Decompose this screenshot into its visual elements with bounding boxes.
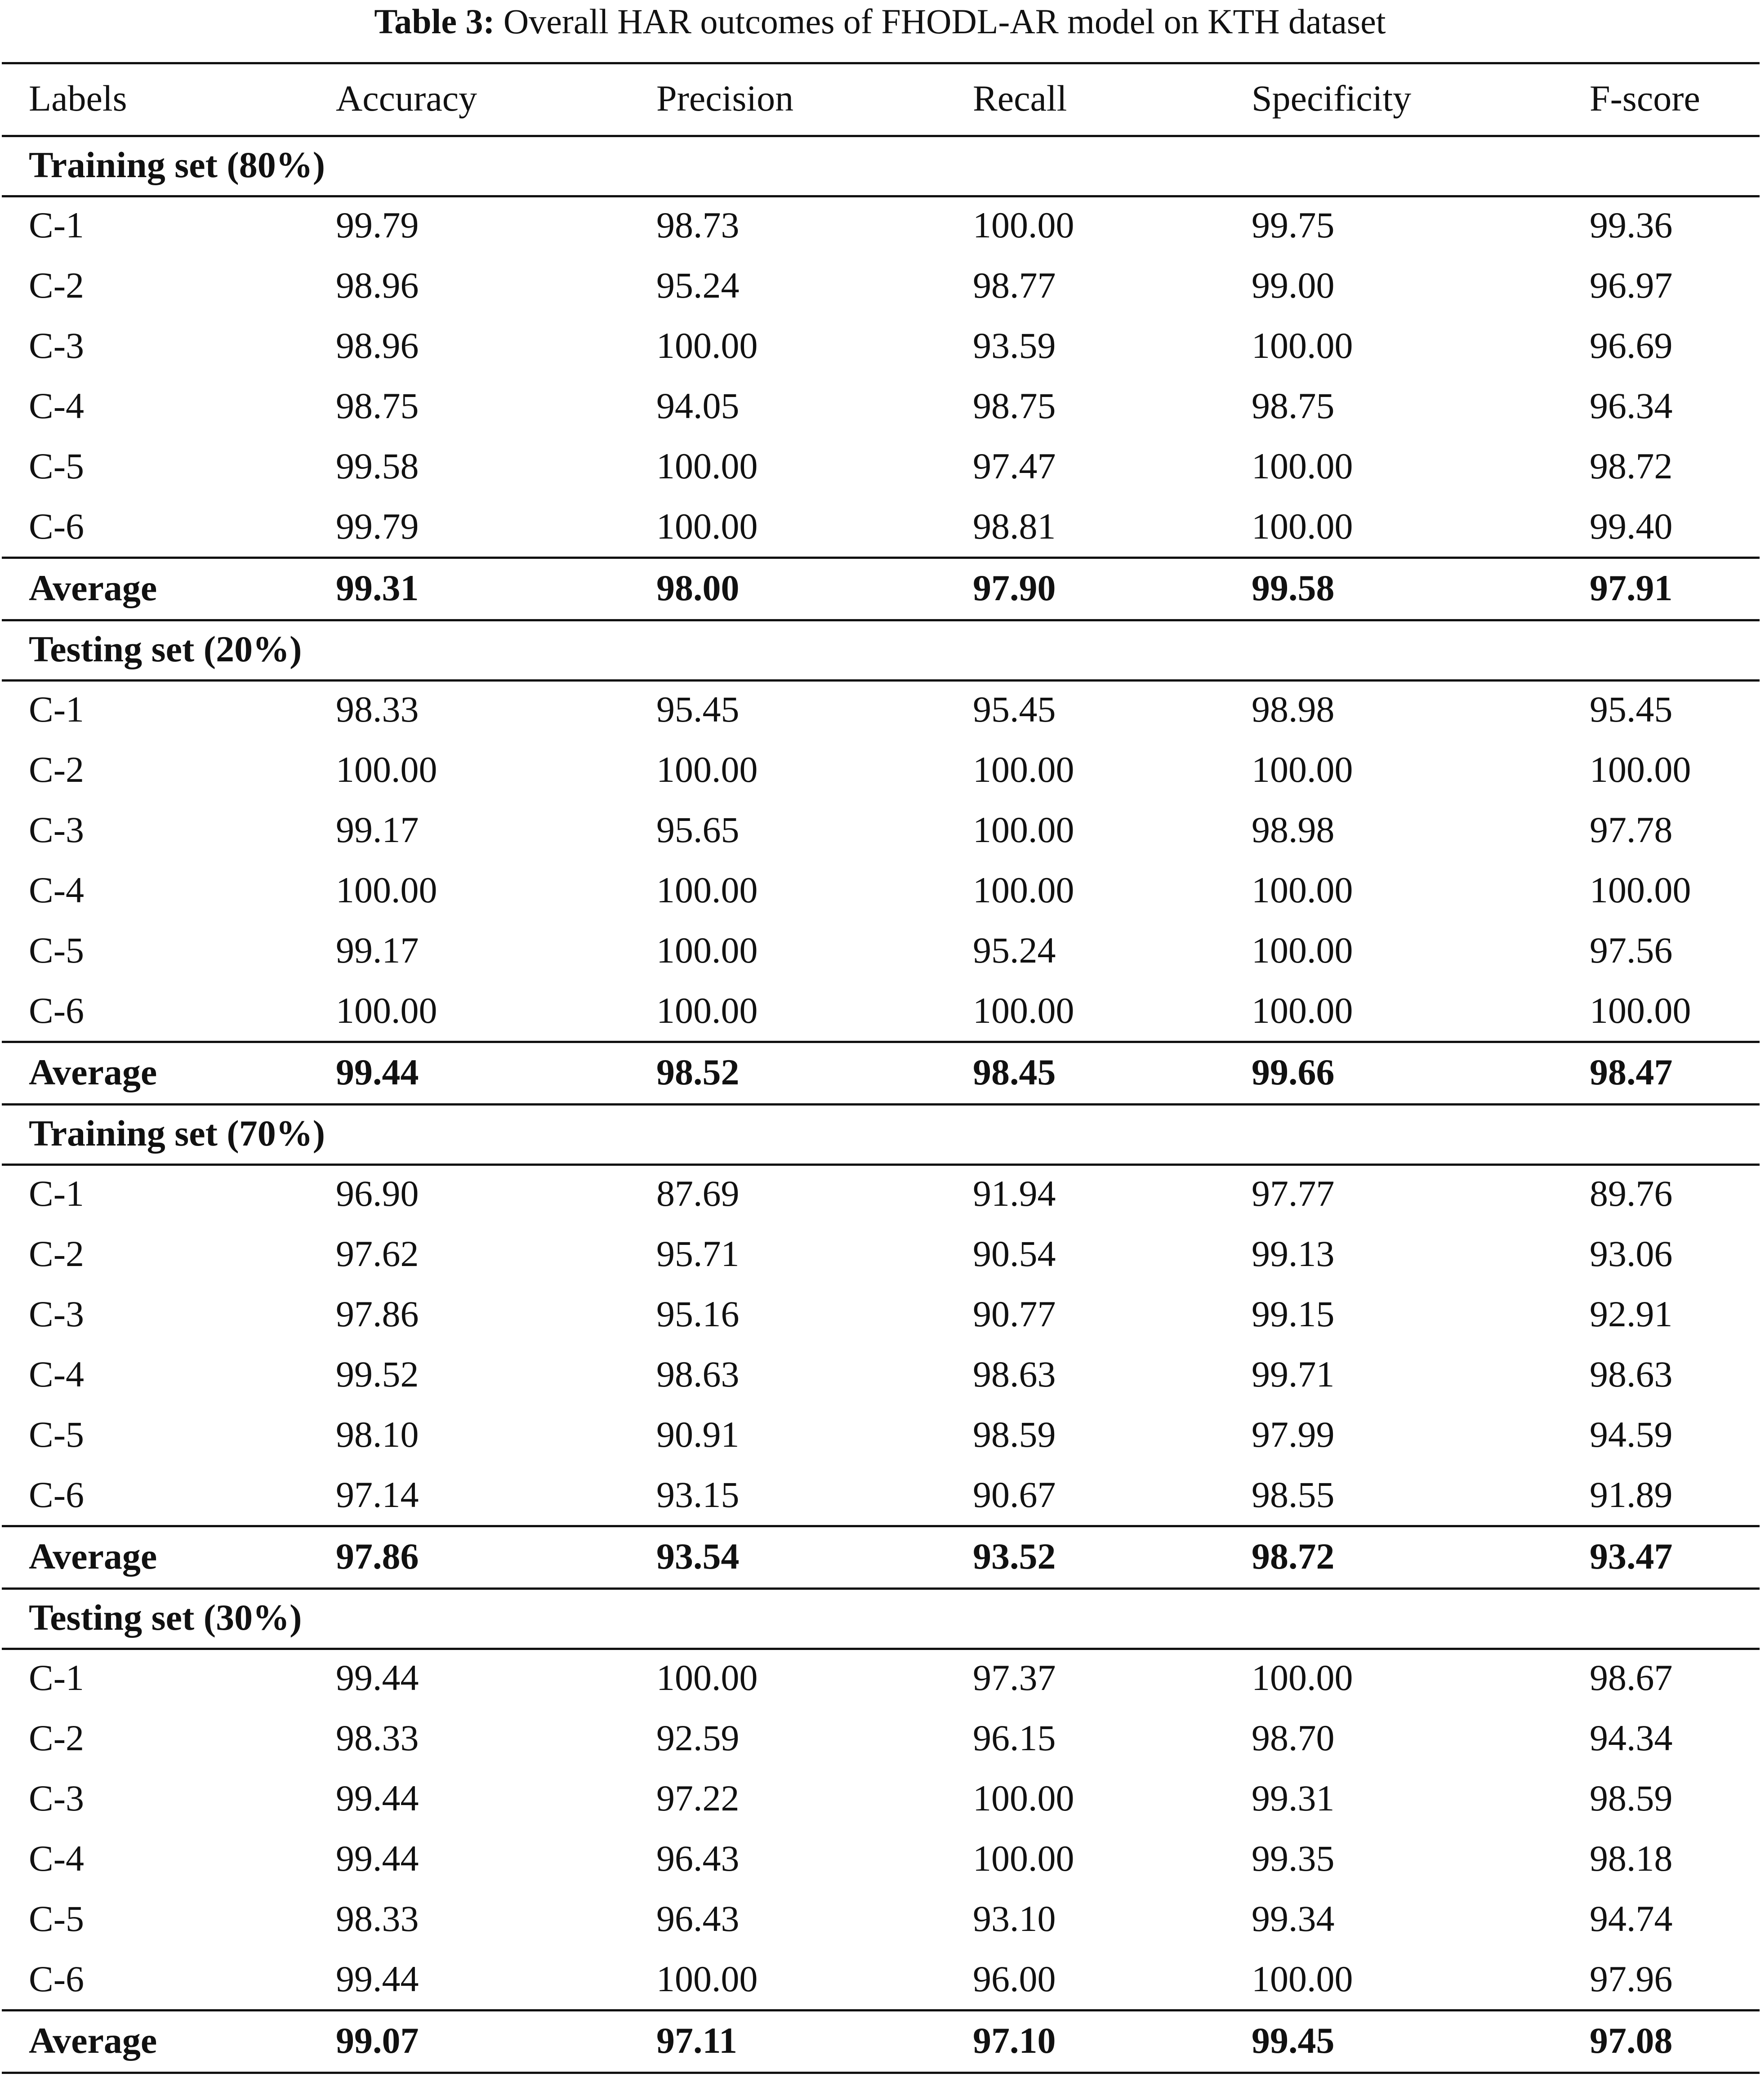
table-row-cell: C-4 <box>29 1838 84 1879</box>
average-row-cell: 98.72 <box>1252 1535 1335 1577</box>
table-row-cell: 96.43 <box>656 1838 740 1879</box>
average-row-cell: 99.58 <box>1252 567 1335 608</box>
table-row-cell: 93.06 <box>1590 1233 1673 1274</box>
average-row-cell: 98.45 <box>973 1051 1056 1092</box>
table-row-cell: 100.00 <box>1590 990 1691 1031</box>
table-row-cell: 99.44 <box>336 1958 419 1999</box>
table-row-cell: 100.00 <box>656 325 758 366</box>
table-row <box>1 316 1759 376</box>
section-title-row <box>1 1103 1759 1164</box>
section-title-row <box>1 135 1759 195</box>
table-row-cell: C-3 <box>29 809 84 850</box>
table-row-cell: 100.00 <box>336 869 437 910</box>
table-row-cell: 99.35 <box>1252 1838 1335 1879</box>
table-row-cell: C-6 <box>29 990 84 1031</box>
table-row-cell: 100.00 <box>656 749 758 790</box>
table-row-cell: 100.00 <box>656 446 758 486</box>
table-row-cell: 97.99 <box>1252 1414 1335 1455</box>
table-caption <box>0 0 1760 54</box>
table-row <box>1 1828 1759 1889</box>
table-row-cell: 94.34 <box>1590 1717 1673 1758</box>
section-title-row-cell: Training set (80%) <box>29 144 325 185</box>
average-row-cell: Average <box>29 1051 157 1092</box>
table-row-cell: 100.00 <box>973 1838 1074 1879</box>
table-row-cell: 95.71 <box>656 1233 740 1274</box>
table-row-cell: 97.47 <box>973 446 1056 486</box>
average-row-cell: 99.07 <box>336 2020 419 2061</box>
table-row-cell: 100.00 <box>656 930 758 971</box>
table-row-cell: 98.33 <box>336 689 419 730</box>
section-title-row-cell: Training set (70%) <box>29 1113 325 1154</box>
table-row-cell: 98.75 <box>1252 385 1335 426</box>
table-row-cell: 97.37 <box>973 1657 1056 1698</box>
table-row-cell: 100.00 <box>1252 325 1353 366</box>
table-row-cell: 100.00 <box>1252 446 1353 486</box>
average-row-cell: 98.52 <box>656 1051 740 1092</box>
table-row-cell: 96.34 <box>1590 385 1673 426</box>
table-row-cell: 97.56 <box>1590 930 1673 971</box>
table-row-cell: 98.70 <box>1252 1717 1335 1758</box>
header-row-cell: Precision <box>656 78 794 119</box>
table-row <box>1 860 1759 920</box>
table-row <box>1 1465 1759 1525</box>
table-row <box>1 1404 1759 1465</box>
table-row-cell: 98.98 <box>1252 689 1335 730</box>
header-row-cell: Accuracy <box>336 78 477 119</box>
table-row-cell: 98.59 <box>973 1414 1056 1455</box>
table-row <box>1 1164 1759 1224</box>
table-row <box>1 255 1759 316</box>
table-row <box>1 1648 1759 1708</box>
table-row-cell: 94.74 <box>1590 1898 1673 1939</box>
table-row-cell: 94.59 <box>1590 1414 1673 1455</box>
table-row-cell: 87.69 <box>656 1173 740 1214</box>
average-row-cell: 97.10 <box>973 2020 1056 2061</box>
table-row-cell: 97.77 <box>1252 1173 1335 1214</box>
table-row-cell: 90.91 <box>656 1414 740 1455</box>
caption-text: Overall HAR outcomes of FHODL-AR model on KTH dataset <box>503 2 1386 41</box>
table-row-cell: 97.96 <box>1590 1958 1673 1999</box>
average-row <box>1 1525 1759 1587</box>
table-row-cell: 90.77 <box>973 1293 1056 1334</box>
table-row-cell: 99.15 <box>1252 1293 1335 1334</box>
average-row-cell: 99.31 <box>336 567 419 608</box>
table-row-cell: 100.00 <box>656 1958 758 1999</box>
table-row-cell: 98.63 <box>656 1354 740 1395</box>
results-table <box>1 62 1759 2072</box>
average-row-cell: 97.11 <box>656 2020 737 2061</box>
table-row-cell: 98.63 <box>973 1354 1056 1395</box>
table-row-cell: 93.15 <box>656 1474 740 1515</box>
average-row-cell: 98.47 <box>1590 1051 1673 1092</box>
average-row-cell: 99.44 <box>336 1051 419 1092</box>
table-row-cell: 95.45 <box>973 689 1056 730</box>
table-row-cell: 100.00 <box>656 1657 758 1698</box>
table-row-cell: 91.94 <box>973 1173 1056 1214</box>
table-row-cell: 95.45 <box>656 689 740 730</box>
table-row <box>1 740 1759 800</box>
table-row-cell: 98.73 <box>656 205 740 245</box>
table-row-cell: 98.77 <box>973 265 1056 306</box>
table-row-cell: 100.00 <box>1252 1657 1353 1698</box>
header-row-cell: Specificity <box>1252 78 1412 119</box>
table-row-cell: 98.55 <box>1252 1474 1335 1515</box>
table-row-cell: 97.14 <box>336 1474 419 1515</box>
table-row <box>1 1889 1759 1949</box>
table-row-cell: 95.24 <box>656 265 740 306</box>
average-row-cell: 93.47 <box>1590 1535 1673 1577</box>
table-row-cell: 98.72 <box>1590 446 1673 486</box>
average-row <box>1 2009 1759 2072</box>
table-row-cell: C-4 <box>29 1354 84 1395</box>
table-row-cell: C-5 <box>29 1414 84 1455</box>
table-row-cell: 99.44 <box>336 1838 419 1879</box>
table-row-cell: 98.10 <box>336 1414 419 1455</box>
table-row-cell: 98.59 <box>1590 1778 1673 1819</box>
table-row-cell: C-2 <box>29 1717 84 1758</box>
table-row-cell: 98.75 <box>973 385 1056 426</box>
table-row-cell: C-2 <box>29 749 84 790</box>
section-title-row-cell: Testing set (30%) <box>29 1597 302 1638</box>
table-row <box>1 920 1759 981</box>
average-row-cell: 93.52 <box>973 1535 1056 1577</box>
table-row-cell: C-2 <box>29 1233 84 1274</box>
table-row-cell: 97.78 <box>1590 809 1673 850</box>
table-row-cell: 92.91 <box>1590 1293 1673 1334</box>
table-row-cell: 99.36 <box>1590 205 1673 245</box>
section-title-row-cell: Testing set (20%) <box>29 629 302 669</box>
table-row-cell: 99.17 <box>336 809 419 850</box>
table-row-cell: 98.33 <box>336 1898 419 1939</box>
average-row-cell: 93.54 <box>656 1535 740 1577</box>
table-row-cell: 100.00 <box>656 506 758 547</box>
table-row-cell: 100.00 <box>1252 930 1353 971</box>
table-row-cell: 98.63 <box>1590 1354 1673 1395</box>
table-row-cell: 90.54 <box>973 1233 1056 1274</box>
table-row-cell: C-6 <box>29 506 84 547</box>
table-row-cell: 100.00 <box>973 749 1074 790</box>
table-row-cell: 98.96 <box>336 265 419 306</box>
average-row-cell: 98.00 <box>656 567 740 608</box>
table-row-cell: C-5 <box>29 446 84 486</box>
table-row <box>1 496 1759 557</box>
table-row-cell: 100.00 <box>1252 749 1353 790</box>
table-row-cell: 99.40 <box>1590 506 1673 547</box>
table-row-cell: 92.59 <box>656 1717 740 1758</box>
table-row-cell: 100.00 <box>973 869 1074 910</box>
table-row-cell: 99.79 <box>336 506 419 547</box>
table-row <box>1 1224 1759 1284</box>
table-row-cell: 99.75 <box>1252 205 1335 245</box>
table-row-cell: 96.43 <box>656 1898 740 1939</box>
table-row <box>1 800 1759 860</box>
average-row-cell: 97.90 <box>973 567 1056 608</box>
average-bottom-rule <box>2 2072 1760 2074</box>
table-row <box>1 1284 1759 1344</box>
table-row-cell: C-3 <box>29 325 84 366</box>
table-row-cell: C-5 <box>29 1898 84 1939</box>
table-row-cell: 100.00 <box>973 809 1074 850</box>
table-row-cell: 91.89 <box>1590 1474 1673 1515</box>
average-row-cell: 99.45 <box>1252 2020 1335 2061</box>
section-title-row <box>1 1587 1759 1648</box>
table-row-cell: 99.58 <box>336 446 419 486</box>
table-row-cell: 99.00 <box>1252 265 1335 306</box>
average-row <box>1 557 1759 619</box>
table-row-cell: 99.44 <box>336 1657 419 1698</box>
table-row-cell: 99.17 <box>336 930 419 971</box>
table-row <box>1 981 1759 1041</box>
section-title-row <box>1 619 1759 679</box>
table-row-cell: 97.22 <box>656 1778 740 1819</box>
average-row-cell: 97.91 <box>1590 567 1673 608</box>
table-row-cell: C-4 <box>29 869 84 910</box>
header-row-cell: F-score <box>1590 78 1700 119</box>
table-row <box>1 1344 1759 1404</box>
table-row-cell: 100.00 <box>973 1778 1074 1819</box>
table-row-cell: 98.96 <box>336 325 419 366</box>
table-row-cell: 96.00 <box>973 1958 1056 1999</box>
table-row-cell: 93.59 <box>973 325 1056 366</box>
caption-label: Table 3: <box>374 2 495 41</box>
average-row-cell: 97.08 <box>1590 2020 1673 2061</box>
table-row-cell: 99.52 <box>336 1354 419 1395</box>
table-row-cell: 99.79 <box>336 205 419 245</box>
table-row-cell: 96.90 <box>336 1173 419 1214</box>
table-row-cell: 97.62 <box>336 1233 419 1274</box>
table-row-cell: 97.86 <box>336 1293 419 1334</box>
table-row-cell: 99.13 <box>1252 1233 1335 1274</box>
table-row-cell: 98.67 <box>1590 1657 1673 1698</box>
table-row-cell: 95.24 <box>973 930 1056 971</box>
table-row <box>1 1768 1759 1828</box>
table-row <box>1 436 1759 496</box>
table-row-cell: 100.00 <box>336 990 437 1031</box>
table-row-cell: 100.00 <box>1252 506 1353 547</box>
table-row-cell: 95.65 <box>656 809 740 850</box>
table-row-cell: 98.18 <box>1590 1838 1673 1879</box>
table-row-cell: 100.00 <box>656 990 758 1031</box>
average-row <box>1 1041 1759 1103</box>
table-row-cell: 89.76 <box>1590 1173 1673 1214</box>
table-row-cell: C-3 <box>29 1778 84 1819</box>
table-row-cell: C-2 <box>29 265 84 306</box>
average-row-cell: 99.66 <box>1252 1051 1335 1092</box>
table-row-cell: C-3 <box>29 1293 84 1334</box>
table-row-cell: C-6 <box>29 1474 84 1515</box>
table-row <box>1 1949 1759 2009</box>
table-row-cell: 96.69 <box>1590 325 1673 366</box>
table-row-cell: 98.81 <box>973 506 1056 547</box>
table-row-cell: C-1 <box>29 205 84 245</box>
average-row-cell: 97.86 <box>336 1535 419 1577</box>
table-row-cell: 100.00 <box>1252 990 1353 1031</box>
table-row-cell: 95.45 <box>1590 689 1673 730</box>
table-row-cell: C-1 <box>29 1173 84 1214</box>
average-row-cell: Average <box>29 1535 157 1577</box>
table-row-cell: 99.34 <box>1252 1898 1335 1939</box>
table-row <box>1 679 1759 740</box>
table-row <box>1 1708 1759 1768</box>
table-row-cell: 96.15 <box>973 1717 1056 1758</box>
table-row-cell: 99.31 <box>1252 1778 1335 1819</box>
header-row <box>1 62 1759 135</box>
table-row-cell: C-1 <box>29 689 84 730</box>
table-row-cell: 100.00 <box>656 869 758 910</box>
table-row-cell: 98.33 <box>336 1717 419 1758</box>
table-row <box>1 195 1759 255</box>
header-row-cell: Labels <box>29 78 127 119</box>
average-row-cell: Average <box>29 2020 157 2061</box>
table-row-cell: 94.05 <box>656 385 740 426</box>
table-row-cell: 100.00 <box>973 990 1074 1031</box>
table-row-cell: 100.00 <box>1590 869 1691 910</box>
header-row-cell: Recall <box>973 78 1067 119</box>
table-row-cell: 95.16 <box>656 1293 740 1334</box>
table-row-cell: 90.67 <box>973 1474 1056 1515</box>
average-row-cell: Average <box>29 567 157 608</box>
table-row-cell: 100.00 <box>1252 869 1353 910</box>
table-row-cell: 98.75 <box>336 385 419 426</box>
table-row-cell: 100.00 <box>1252 1958 1353 1999</box>
table-row-cell: 100.00 <box>336 749 437 790</box>
table-row-cell: C-4 <box>29 385 84 426</box>
table-row-cell: C-6 <box>29 1958 84 1999</box>
table-row-cell: 100.00 <box>1590 749 1691 790</box>
table-row-cell: 98.98 <box>1252 809 1335 850</box>
table-row-cell: C-1 <box>29 1657 84 1698</box>
table-row-cell: 96.97 <box>1590 265 1673 306</box>
table-row-cell: C-5 <box>29 930 84 971</box>
table-row-cell: 93.10 <box>973 1898 1056 1939</box>
table-row-cell: 99.44 <box>336 1778 419 1819</box>
table-row-cell: 99.71 <box>1252 1354 1335 1395</box>
table-row-cell: 100.00 <box>973 205 1074 245</box>
table-row <box>1 376 1759 436</box>
